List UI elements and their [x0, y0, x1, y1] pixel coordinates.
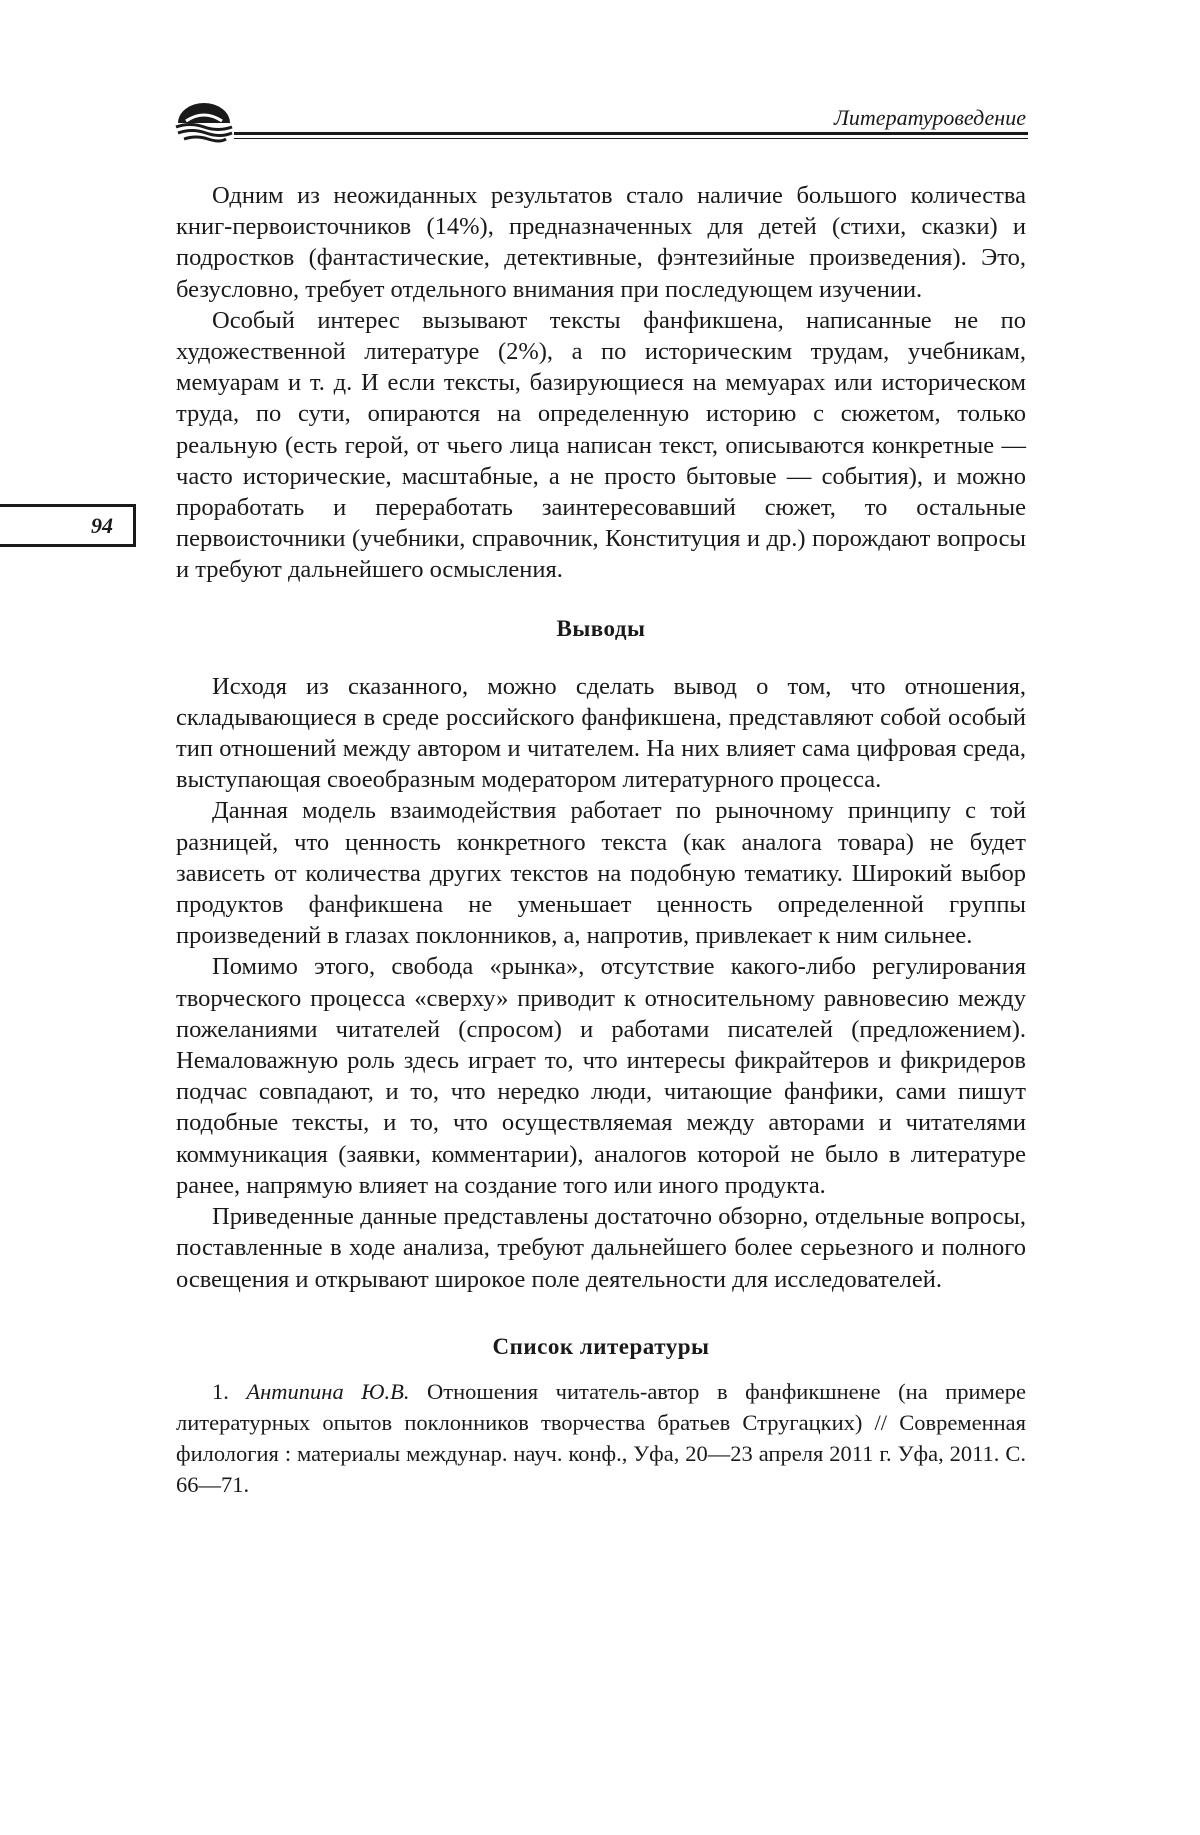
header-rule-thick [234, 132, 1028, 135]
paragraph: Одним из неожиданных результатов стало наличие большого количества книг-первоисточников (14%), предназначенных для детей (стихи, сказки) и подростков (фантастические, детективные, фэнтезийные произведения). Это, безусловно, требует отдельного внимания при последующем изучении. [176, 182, 1026, 303]
paragraph: Данная модель взаимодействия работает по рыночному принципу с той разницей, что ценность конкретного текста (как аналога товара) не будет зависеть от количества других текстов на подобную тематику. Широкий выбор продуктов фанфикшена не уменьшает ценность определенной группы произведений в глазах поклонников, а, напротив, привлекает к ним сильнее. [176, 797, 1026, 950]
reference-author: Антипина Ю.В. [246, 1378, 410, 1404]
paragraph: Помимо этого, свобода «рынка», отсутствие какого-либо регулирования творческого процесса «сверху» приводит к относительному равновесию между пожеланиями читателей (спросом) и работами писателей (предложением). Немаловажную роль здесь играет то, что интересы фикрайтеров и фикридеров подчас совпадают, и то, что нередко люди, читающие фанфики, сами пишут подобные тексты, и то, что осуществляемая между авторами и читателями коммуникация (заявки, комментарии), аналогов которой не было в литературе ранее, напрямую влияет на создание того или иного продукта. [176, 953, 1026, 1199]
page-number: 94 [91, 513, 113, 538]
page-number-tab [0, 504, 136, 547]
reference-item [176, 1376, 1026, 1500]
section-title: Литературоведение [834, 105, 1026, 130]
conclusions-heading: Выводы [556, 615, 646, 641]
reference-text: Отношения читатель-автор в фанфикшнене (на примере литературных опытов поклонников творчества братьев Стругацких) // Современная филология : материалы междунар. науч. конф., Уфа, 20—23 апреля 2011 г. Уфа, 2011. С. 66—71. [176, 1378, 1026, 1497]
article-body [176, 180, 1026, 1500]
paragraph: Исходя из сказанного, можно сделать вывод о том, что отношения, складывающиеся в среде российского фанфикшена, представляют собой особый тип отношений между автором и читателем. На них влияет сама цифровая среда, выступающая своеобразным модератором литературного процесса. [176, 672, 1026, 794]
paragraph: Приведенные данные представлены достаточно обзорно, отдельные вопросы, поставленные в ходе анализа, требуют дальнейшего более серьезного и полного освещения и открывают широкое поле деятельности для исследователей. [176, 1203, 1026, 1293]
references-heading: Список литературы [492, 1333, 710, 1359]
running-header [172, 95, 1028, 145]
paragraph: Особый интерес вызывают тексты фанфикшена, написанные не по художественной литературе (2%), а по историческим трудам, учебникам, мемуарам и т. д. И если тексты, базирующиеся на мемуарах или историческом труда, по сути, опираются на определенную историю с сюжетом, только реальную (есть герой, от чьего лица написан текст, описываются конкретные — часто исторические, масштабные, а не просто бытовые — события), и можно проработать и переработать заинтересовавший сюжет, то остальные первоисточники (учебники, справочник, Конституция и др.) порождают вопросы и требуют дальнейшего осмысления. [176, 306, 1026, 584]
header-rule-thin [234, 138, 1028, 139]
reference-number: 1. [212, 1378, 247, 1404]
publisher-wave-logo-icon [172, 101, 236, 145]
